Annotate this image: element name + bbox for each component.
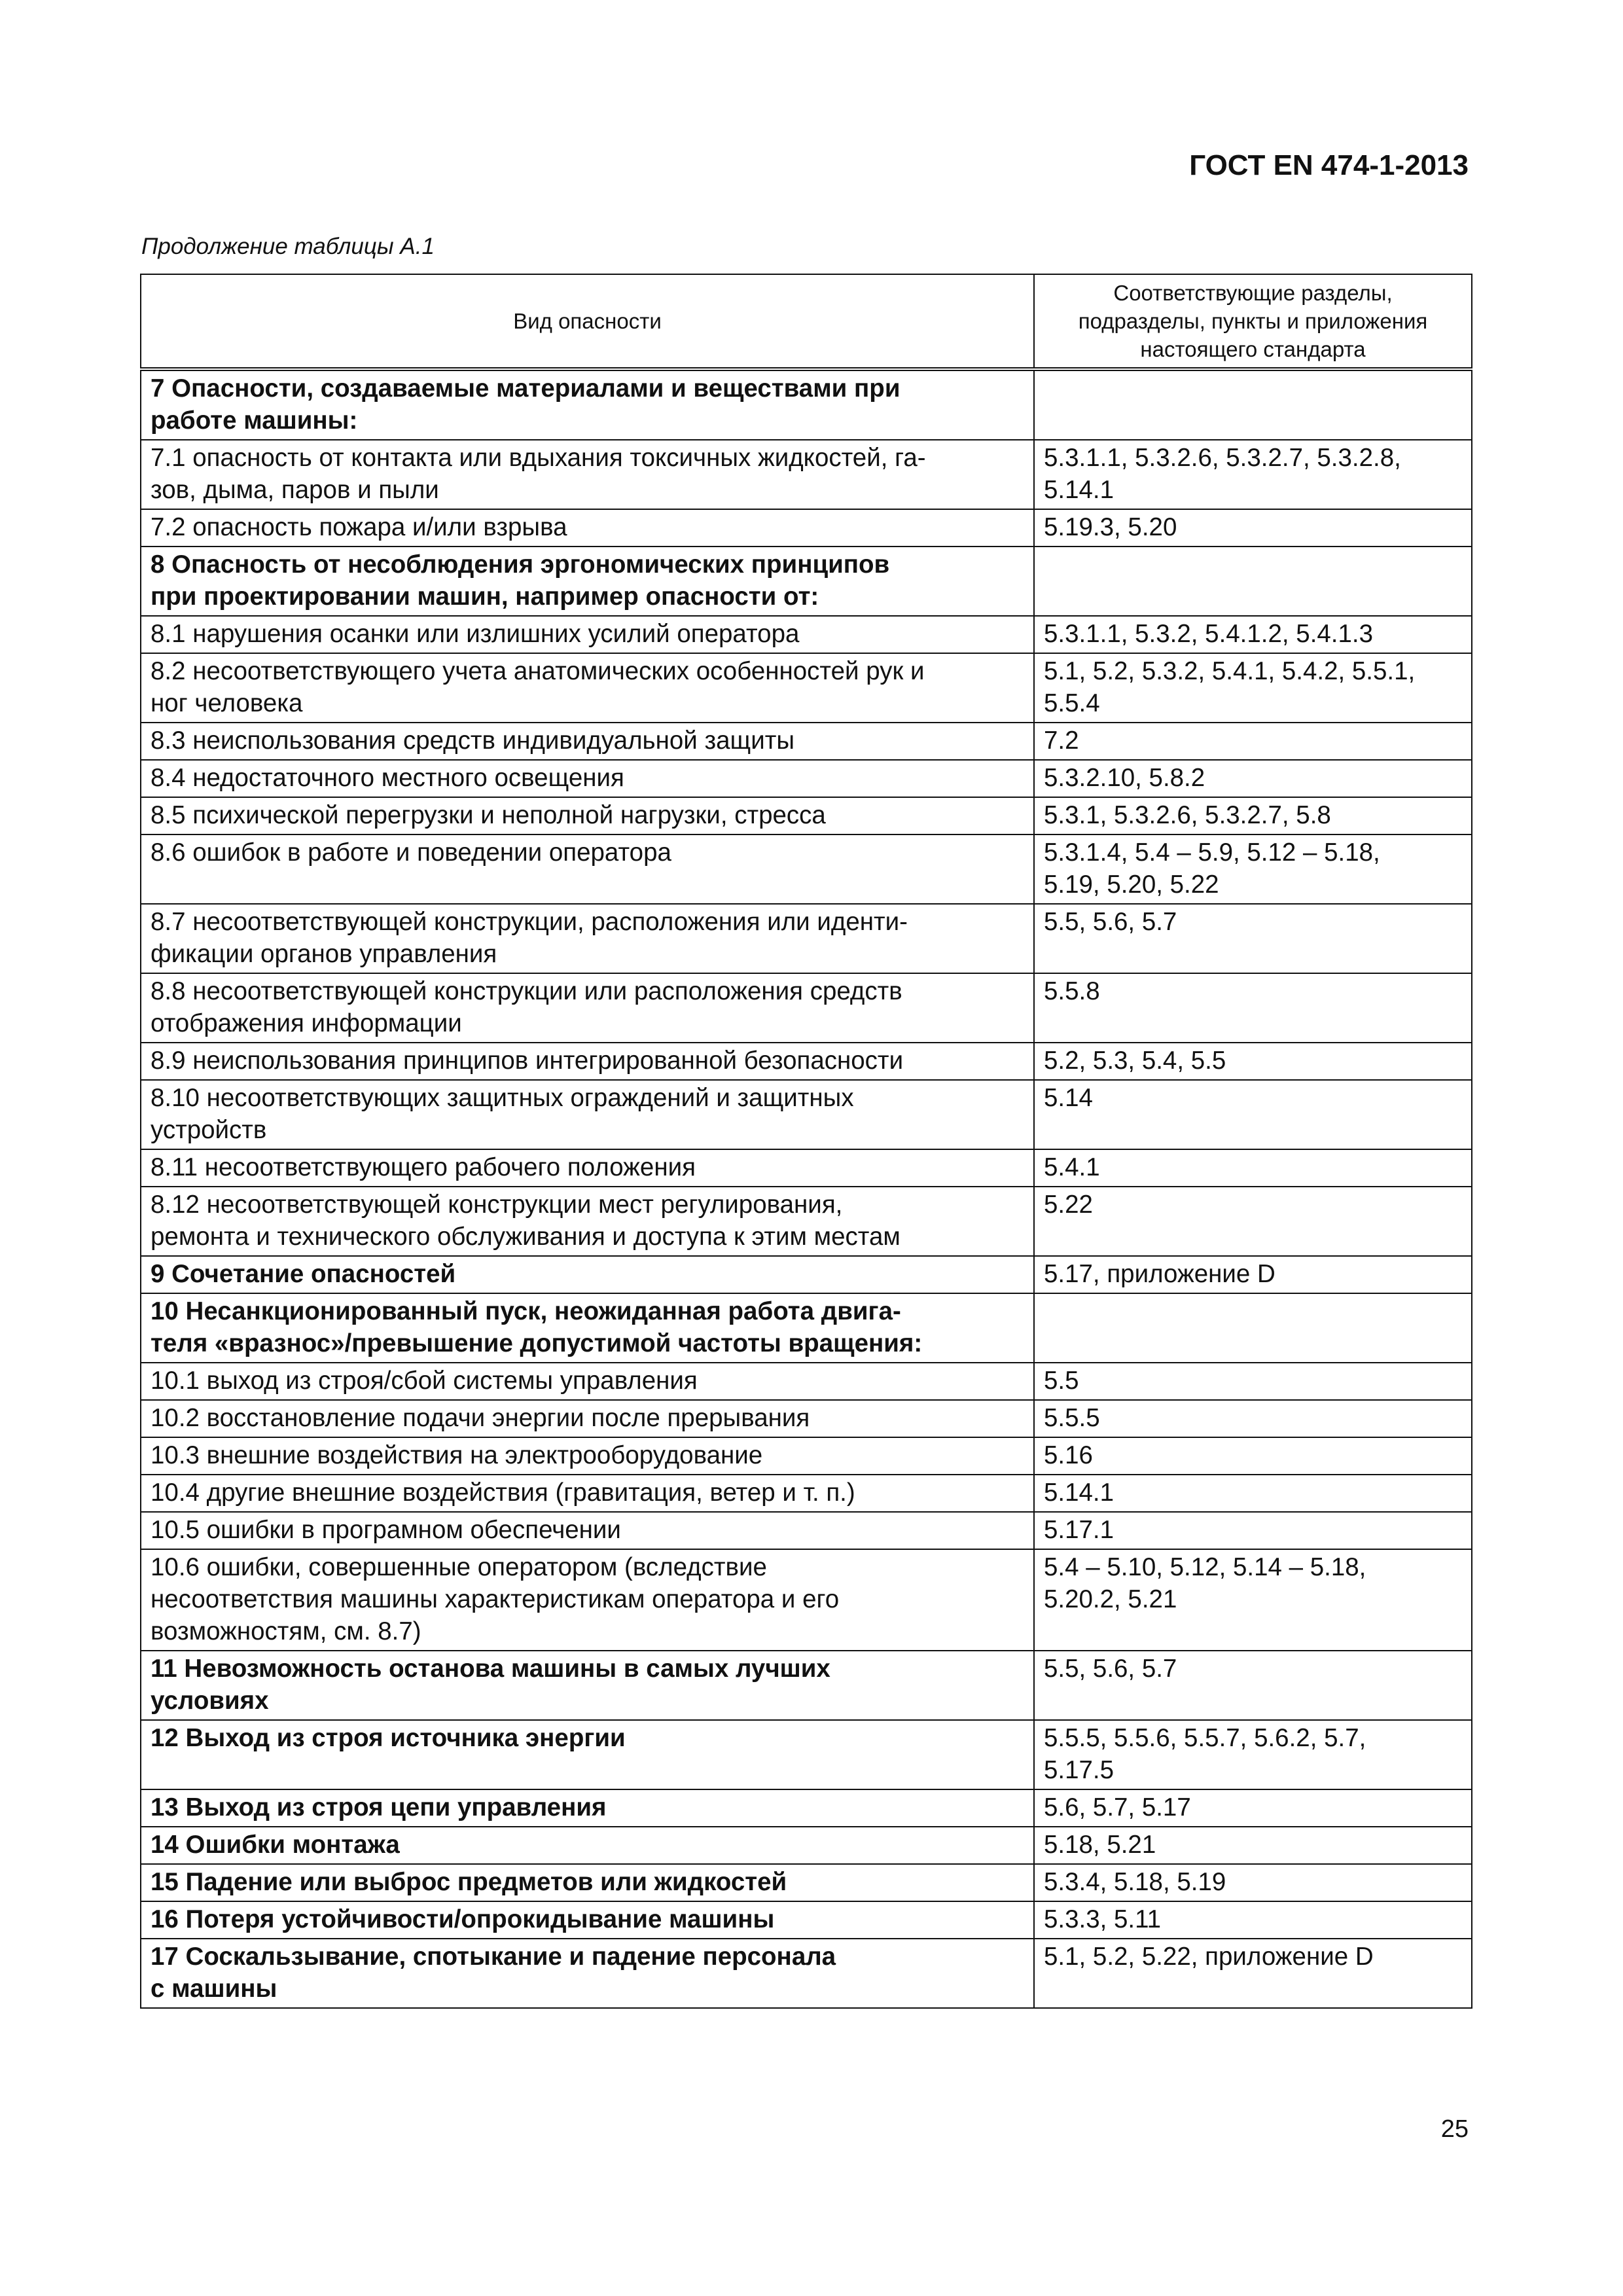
sections-cell: 5.17, приложение D	[1034, 1256, 1472, 1293]
sections-cell: 5.5.5, 5.5.6, 5.5.7, 5.6.2, 5.7, 5.17.5	[1034, 1720, 1472, 1789]
hazard-cell: 15 Падение или выброс предметов или жидкостей	[141, 1864, 1034, 1901]
table-row	[141, 1437, 1472, 1475]
hazard-cell: 8.11 несоответствующего рабочего положения	[141, 1149, 1034, 1187]
hazard-cell: 8.9 неиспользования принципов интегрированной безопасности	[141, 1043, 1034, 1080]
hazard-cell: 10 Несанкционированный пуск, неожиданная работа двига- теля «вразнос»/превышение допустимой частоты вращения:	[141, 1293, 1034, 1363]
table-row	[141, 1363, 1472, 1400]
sections-cell: 5.5.5	[1034, 1400, 1472, 1437]
sections-cell: 5.3.1.4, 5.4 – 5.9, 5.12 – 5.18, 5.19, 5.20, 5.22	[1034, 834, 1472, 904]
sections-cell: 5.2, 5.3, 5.4, 5.5	[1034, 1043, 1472, 1080]
table-row	[141, 547, 1472, 616]
sections-cell: 5.1, 5.2, 5.3.2, 5.4.1, 5.4.2, 5.5.1, 5.5.4	[1034, 653, 1472, 723]
table-row	[141, 1789, 1472, 1827]
hazard-cell: 17 Соскальзывание, спотыкание и падение персонала с машины	[141, 1939, 1034, 2008]
sections-cell	[1034, 369, 1472, 440]
hazard-cell: 10.6 ошибки, совершенные оператором (вследствие несоответствия машины характеристикам оператора и его возможностям, см. 8.7)	[141, 1549, 1034, 1651]
sections-cell: 5.3.2.10, 5.8.2	[1034, 760, 1472, 797]
sections-cell: 5.4.1	[1034, 1149, 1472, 1187]
hazard-cell: 10.5 ошибки в програмном обеспечении	[141, 1512, 1034, 1549]
standard-code: ГОСТ EN 474-1-2013	[1189, 149, 1469, 181]
sections-cell	[1034, 547, 1472, 616]
table-row	[141, 1400, 1472, 1437]
column-header-sections: Соответствующие разделы, подразделы, пункты и приложения настоящего стандарта	[1034, 274, 1472, 369]
hazard-cell: 8.4 недостаточного местного освещения	[141, 760, 1034, 797]
sections-cell: 5.3.1.1, 5.3.2.6, 5.3.2.7, 5.3.2.8, 5.14.1	[1034, 440, 1472, 509]
sections-cell: 5.22	[1034, 1187, 1472, 1256]
hazard-cell: 10.4 другие внешние воздействия (гравитация, ветер и т. п.)	[141, 1475, 1034, 1512]
table-row	[141, 616, 1472, 653]
sections-cell: 5.3.4, 5.18, 5.19	[1034, 1864, 1472, 1901]
sections-cell: 5.5, 5.6, 5.7	[1034, 1651, 1472, 1720]
hazard-cell: 8.7 несоответствующей конструкции, расположения или иденти- фикации органов управления	[141, 904, 1034, 973]
sections-cell: 5.18, 5.21	[1034, 1827, 1472, 1864]
table-row	[141, 834, 1472, 904]
hazard-cell: 10.3 внешние воздействия на электрооборудование	[141, 1437, 1034, 1475]
hazard-cell: 13 Выход из строя цепи управления	[141, 1789, 1034, 1827]
table-row	[141, 723, 1472, 760]
hazard-cell: 7.2 опасность пожара и/или взрыва	[141, 509, 1034, 547]
sections-cell: 5.6, 5.7, 5.17	[1034, 1789, 1472, 1827]
sections-cell: 5.4 – 5.10, 5.12, 5.14 – 5.18, 5.20.2, 5.21	[1034, 1549, 1472, 1651]
column-header-hazard: Вид опасности	[141, 274, 1034, 369]
table-row	[141, 440, 1472, 509]
sections-cell: 5.14	[1034, 1080, 1472, 1149]
table-row	[141, 1256, 1472, 1293]
sections-cell: 5.3.3, 5.11	[1034, 1901, 1472, 1939]
hazard-cell: 8.10 несоответствующих защитных ограждений и защитных устройств	[141, 1080, 1034, 1149]
hazard-cell: 8.12 несоответствующей конструкции мест регулирования, ремонта и технического обслуживания и доступа к этим местам	[141, 1187, 1034, 1256]
hazard-cell: 7.1 опасность от контакта или вдыхания токсичных жидкостей, га- зов, дыма, паров и пыли	[141, 440, 1034, 509]
table-row	[141, 509, 1472, 547]
hazard-cell: 8.2 несоответствующего учета анатомических особенностей рук и ног человека	[141, 653, 1034, 723]
sections-cell: 5.14.1	[1034, 1475, 1472, 1512]
table-row	[141, 1939, 1472, 2008]
table-caption: Продолжение таблицы А.1	[141, 234, 435, 259]
table-row	[141, 973, 1472, 1043]
sections-cell: 5.3.1, 5.3.2.6, 5.3.2.7, 5.8	[1034, 797, 1472, 834]
table-row	[141, 1864, 1472, 1901]
table-row	[141, 369, 1472, 440]
hazard-cell: 8.3 неиспользования средств индивидуальной защиты	[141, 723, 1034, 760]
table-row	[141, 1827, 1472, 1864]
table-row	[141, 1187, 1472, 1256]
table-row	[141, 1651, 1472, 1720]
sections-cell: 5.3.1.1, 5.3.2, 5.4.1.2, 5.4.1.3	[1034, 616, 1472, 653]
table-row	[141, 1720, 1472, 1789]
table-row	[141, 1080, 1472, 1149]
table-row	[141, 653, 1472, 723]
hazard-cell: 10.1 выход из строя/сбой системы управления	[141, 1363, 1034, 1400]
hazard-cell: 11 Невозможность останова машины в самых лучших условиях	[141, 1651, 1034, 1720]
table-row	[141, 1901, 1472, 1939]
sections-cell: 5.17.1	[1034, 1512, 1472, 1549]
table-body	[141, 369, 1472, 2008]
sections-cell: 5.5	[1034, 1363, 1472, 1400]
table-row	[141, 1149, 1472, 1187]
hazard-cell: 12 Выход из строя источника энергии	[141, 1720, 1034, 1789]
table-row	[141, 1475, 1472, 1512]
hazard-cell: 9 Сочетание опасностей	[141, 1256, 1034, 1293]
table-row	[141, 904, 1472, 973]
sections-cell: 5.5.8	[1034, 973, 1472, 1043]
hazard-cell: 8.8 несоответствующей конструкции или расположения средств отображения информации	[141, 973, 1034, 1043]
table-header-row	[141, 274, 1472, 369]
sections-cell: 5.5, 5.6, 5.7	[1034, 904, 1472, 973]
hazard-cell: 8.6 ошибок в работе и поведении оператора	[141, 834, 1034, 904]
sections-cell	[1034, 1293, 1472, 1363]
page-number: 25	[1440, 2115, 1469, 2143]
table-row	[141, 1293, 1472, 1363]
table-row	[141, 797, 1472, 834]
hazard-cell: 16 Потеря устойчивости/опрокидывание машины	[141, 1901, 1034, 1939]
sections-cell: 5.16	[1034, 1437, 1472, 1475]
hazard-cell: 8 Опасность от несоблюдения эргономических принципов при проектировании машин, например опасности от:	[141, 547, 1034, 616]
table-row	[141, 1043, 1472, 1080]
table-row	[141, 1512, 1472, 1549]
sections-cell: 5.1, 5.2, 5.22, приложение D	[1034, 1939, 1472, 2008]
sections-cell: 7.2	[1034, 723, 1472, 760]
hazard-cell: 14 Ошибки монтажа	[141, 1827, 1034, 1864]
hazard-cell: 10.2 восстановление подачи энергии после прерывания	[141, 1400, 1034, 1437]
sections-cell: 5.19.3, 5.20	[1034, 509, 1472, 547]
hazard-cell: 8.1 нарушения осанки или излишних усилий оператора	[141, 616, 1034, 653]
hazard-table	[140, 274, 1472, 2009]
hazard-cell: 8.5 психической перегрузки и неполной нагрузки, стресса	[141, 797, 1034, 834]
table-row	[141, 1549, 1472, 1651]
hazard-cell: 7 Опасности, создаваемые материалами и веществами при работе машины:	[141, 369, 1034, 440]
table-row	[141, 760, 1472, 797]
